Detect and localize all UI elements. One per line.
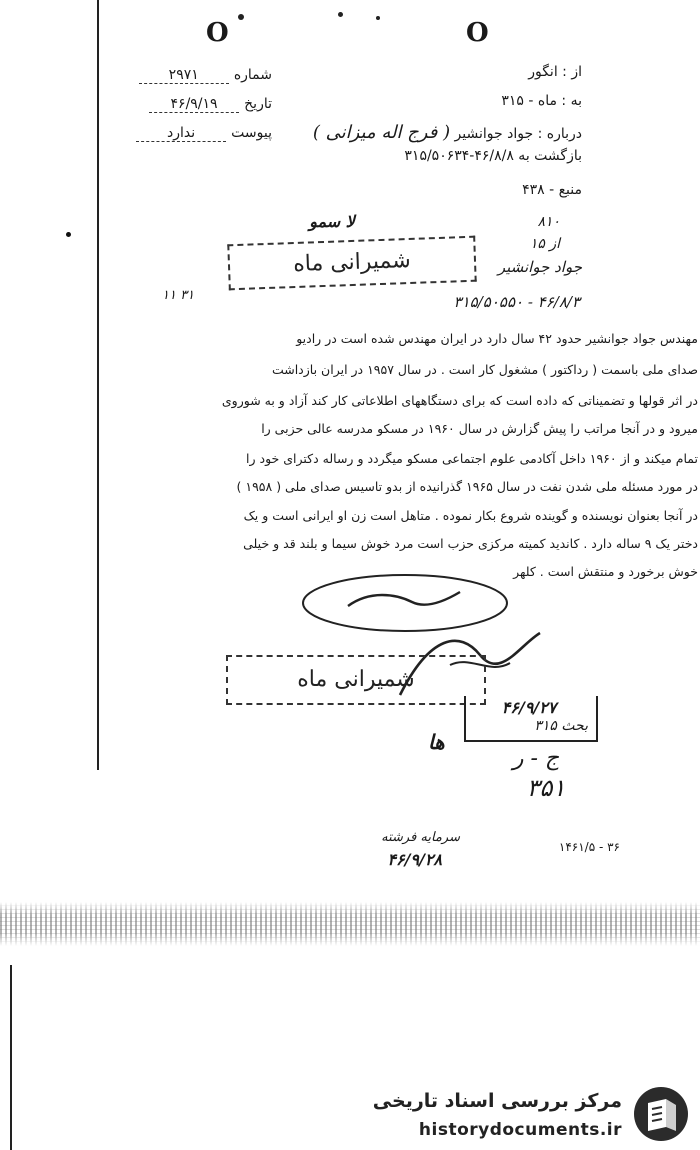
from-value: انگور	[528, 64, 558, 80]
about-label: درباره :	[537, 126, 582, 142]
footer-code: ۱۴۶۱/۵ - ۳۶	[558, 840, 620, 854]
bottom-date: ۴۶/۹/۲۸	[387, 850, 442, 869]
signature-scribble	[348, 592, 460, 606]
attachment-label: پیوست	[231, 125, 272, 141]
about-row	[290, 122, 582, 143]
handwritten-stamp: شمیرانی ماه	[226, 655, 486, 705]
number-row	[112, 64, 272, 84]
body-line: دختر یک ۹ ساله دارد . کاندید کمیته مرکزی حزب است مرد خوش سیما و بلند قد و خیلی	[243, 536, 698, 551]
body-line: مهندس جواد جوانشیر حدود ۴۲ سال دارد در ایران مهندس شده است در رادیو	[296, 331, 698, 346]
top-mark-right: O	[466, 18, 489, 48]
body-line: در مورد مسئله ملی شدن نفت در سال ۱۹۶۵ گذرانیده از بدو تاسیس صدای ملی ( ۱۹۵۸ )	[236, 479, 698, 494]
to-label: به :	[561, 93, 582, 109]
handwritten-note: ج - ر	[512, 746, 560, 771]
date-value: ۴۶/۹/۱۹	[149, 96, 239, 113]
handwritten-name: جواد جوانشیر	[497, 258, 582, 276]
about-value: جواد جوانشیر	[454, 126, 534, 142]
attachment-row	[112, 122, 272, 142]
source-line: منبع - ۴۳۸	[522, 182, 582, 198]
from-label: از :	[562, 64, 582, 80]
ink-dot	[376, 16, 380, 20]
handwritten-stamp: شمیرانی ماه	[227, 236, 476, 291]
body-line: در آنجا بعنوان نویسنده و گوینده شروع بکار نموده . متاهل است زن او ایرانی است و یک	[243, 508, 698, 523]
to-row	[420, 93, 582, 109]
box-label: بحث ۳۱۵	[534, 718, 588, 734]
handwritten-number: از ۱۵	[529, 236, 560, 252]
handwritten-note: ۳۵۱	[526, 774, 566, 802]
date-box	[464, 696, 598, 742]
body-line: در اثر قولها و تضمیناتی که داده است که برای دستگاههای اطلاعاتی کار کند آزاد و به شوروی	[221, 393, 698, 408]
body-line: میرود و در آنجا مراتب را پیش گزارش در سال ۱۹۶۰ در مسکو مدرسه عالی حزبی را	[261, 421, 698, 436]
handwritten-note: ها	[428, 730, 445, 754]
bottom-signature: سرمایه فرشته	[381, 830, 460, 845]
to-value: ماه - ۳۱۵	[501, 93, 557, 109]
attachment-value: ندارد	[136, 125, 226, 142]
ink-dot	[66, 232, 71, 237]
margin-line	[97, 0, 99, 770]
box-date: ۴۶/۹/۲۷	[501, 698, 557, 717]
reference-line: بازگشت به ۴۶/۸/۸-۳۱۵/۵۰۶۳۴	[404, 148, 582, 164]
handwritten-number: ۸۱۰	[537, 214, 560, 230]
scan-edge-line	[10, 965, 12, 1150]
ink-dot	[338, 12, 343, 17]
margin-note: ۱۱ ۳۱	[162, 288, 195, 303]
number-value: ۲۹۷۱	[139, 67, 229, 84]
from-row	[420, 64, 582, 80]
body-line: تمام میکند و از ۱۹۶۰ داخل آکادمی علوم اجتماعی مسکو میگردد و رساله دکترای خود را	[246, 451, 698, 466]
handwritten-note: لا سمو	[309, 212, 355, 231]
date-row	[112, 93, 272, 113]
date-label: تاریخ	[244, 96, 272, 112]
ink-dot	[238, 14, 244, 20]
body-line: خوش برخورد و منتقش است . کلهر	[513, 564, 698, 579]
watermark-logo-icon	[632, 1085, 690, 1143]
top-mark-left: O	[206, 18, 229, 48]
scan-noise-band	[0, 902, 700, 946]
watermark-title: مرکز بررسی اسناد تاریخی	[372, 1090, 622, 1112]
handwritten-reference: ۳۱۵/۵۰۵۵۰ - ۴۶/۸/۳	[453, 293, 580, 311]
body-line: صدای ملی باسمت ( رداکتور ) مشغول کار است . در سال ۱۹۵۷ در ایران بازداشت	[271, 362, 698, 377]
number-label: شماره	[233, 67, 272, 83]
about-handwritten: ( فرج اله میزانی )	[312, 122, 451, 143]
watermark-url: historydocuments.ir	[418, 1120, 622, 1140]
